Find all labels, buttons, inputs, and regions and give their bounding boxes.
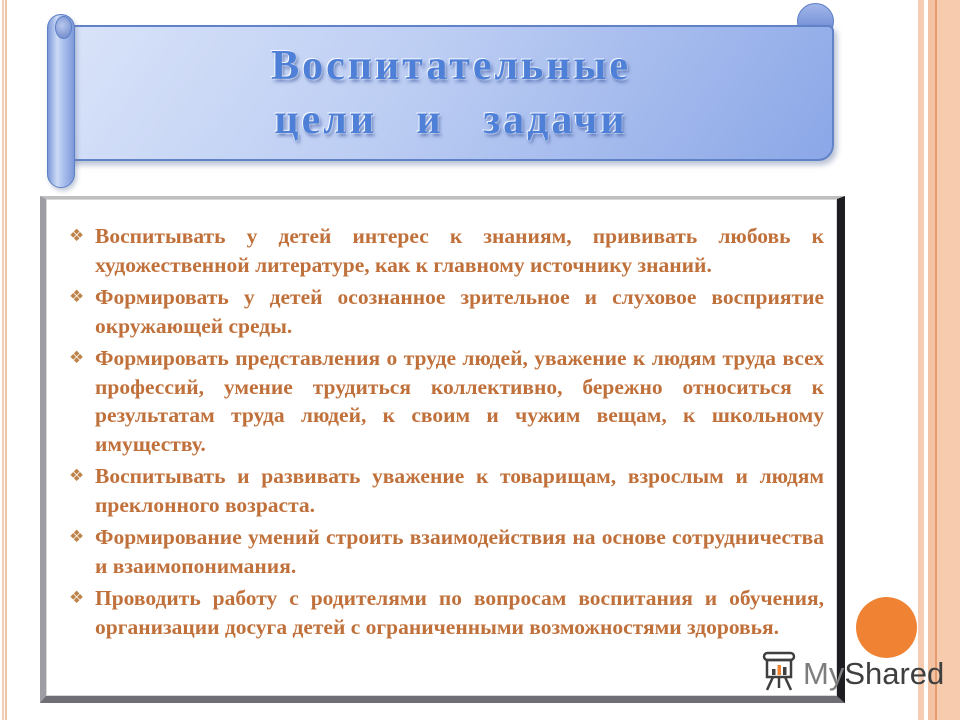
diamond-bullet-icon: ❖ — [69, 527, 85, 547]
banner-body — [68, 25, 834, 161]
content-inner — [46, 199, 837, 696]
diamond-bullet-icon: ❖ — [69, 466, 85, 486]
slide-title-line1: Воспитательные — [271, 43, 631, 89]
list-item — [61, 584, 824, 641]
bullet-text: Проводить работу с родителями по вопросам воспитания и обучения, организации досуга детей с ограниченными возможностями здоровья. — [95, 586, 824, 639]
list-item — [61, 462, 824, 519]
list-item — [61, 222, 824, 279]
list-item — [61, 344, 824, 458]
bullet-text: Формирование умений строить взаимодействия на основе сотрудничества и взаимопонимания. — [95, 525, 824, 578]
presentation-board-icon — [761, 650, 799, 697]
bullet-text: Формировать представления о труде людей, уважение к людям труда всех профессий, умение трудиться коллективно, бережно относиться к результатам труда людей, к своим и чужим вещам, к школьному имуществу. — [95, 346, 824, 456]
logo-text-shared: Shared — [844, 655, 945, 691]
diamond-bullet-icon: ❖ — [69, 588, 85, 608]
banner-left-roll-icon — [47, 14, 75, 188]
list-item — [61, 283, 824, 340]
diamond-bullet-icon: ❖ — [69, 348, 85, 368]
accent-circle — [856, 597, 917, 658]
title-banner — [0, 0, 960, 200]
bullet-list — [61, 222, 824, 641]
logo-text — [803, 655, 945, 691]
content-box — [40, 196, 845, 703]
bullet-text: Воспитывать у детей интерес к знаниям, прививать любовь к художественной литературе, как к главному источнику знаний. — [95, 224, 824, 277]
diamond-bullet-icon: ❖ — [69, 287, 85, 307]
diamond-bullet-icon: ❖ — [69, 226, 85, 246]
logo-text-my: My — [803, 655, 845, 691]
bullet-text: Формировать у детей осознанное зрительное и слуховое восприятие окружающей среды. — [95, 285, 824, 338]
slide-title-line2: цели и задачи — [274, 97, 628, 143]
list-item — [61, 523, 824, 580]
myshared-logo[interactable] — [761, 650, 944, 696]
bullet-text: Воспитывать и развивать уважение к товарищам, взрослым и людям преклонного возраста. — [95, 464, 824, 517]
